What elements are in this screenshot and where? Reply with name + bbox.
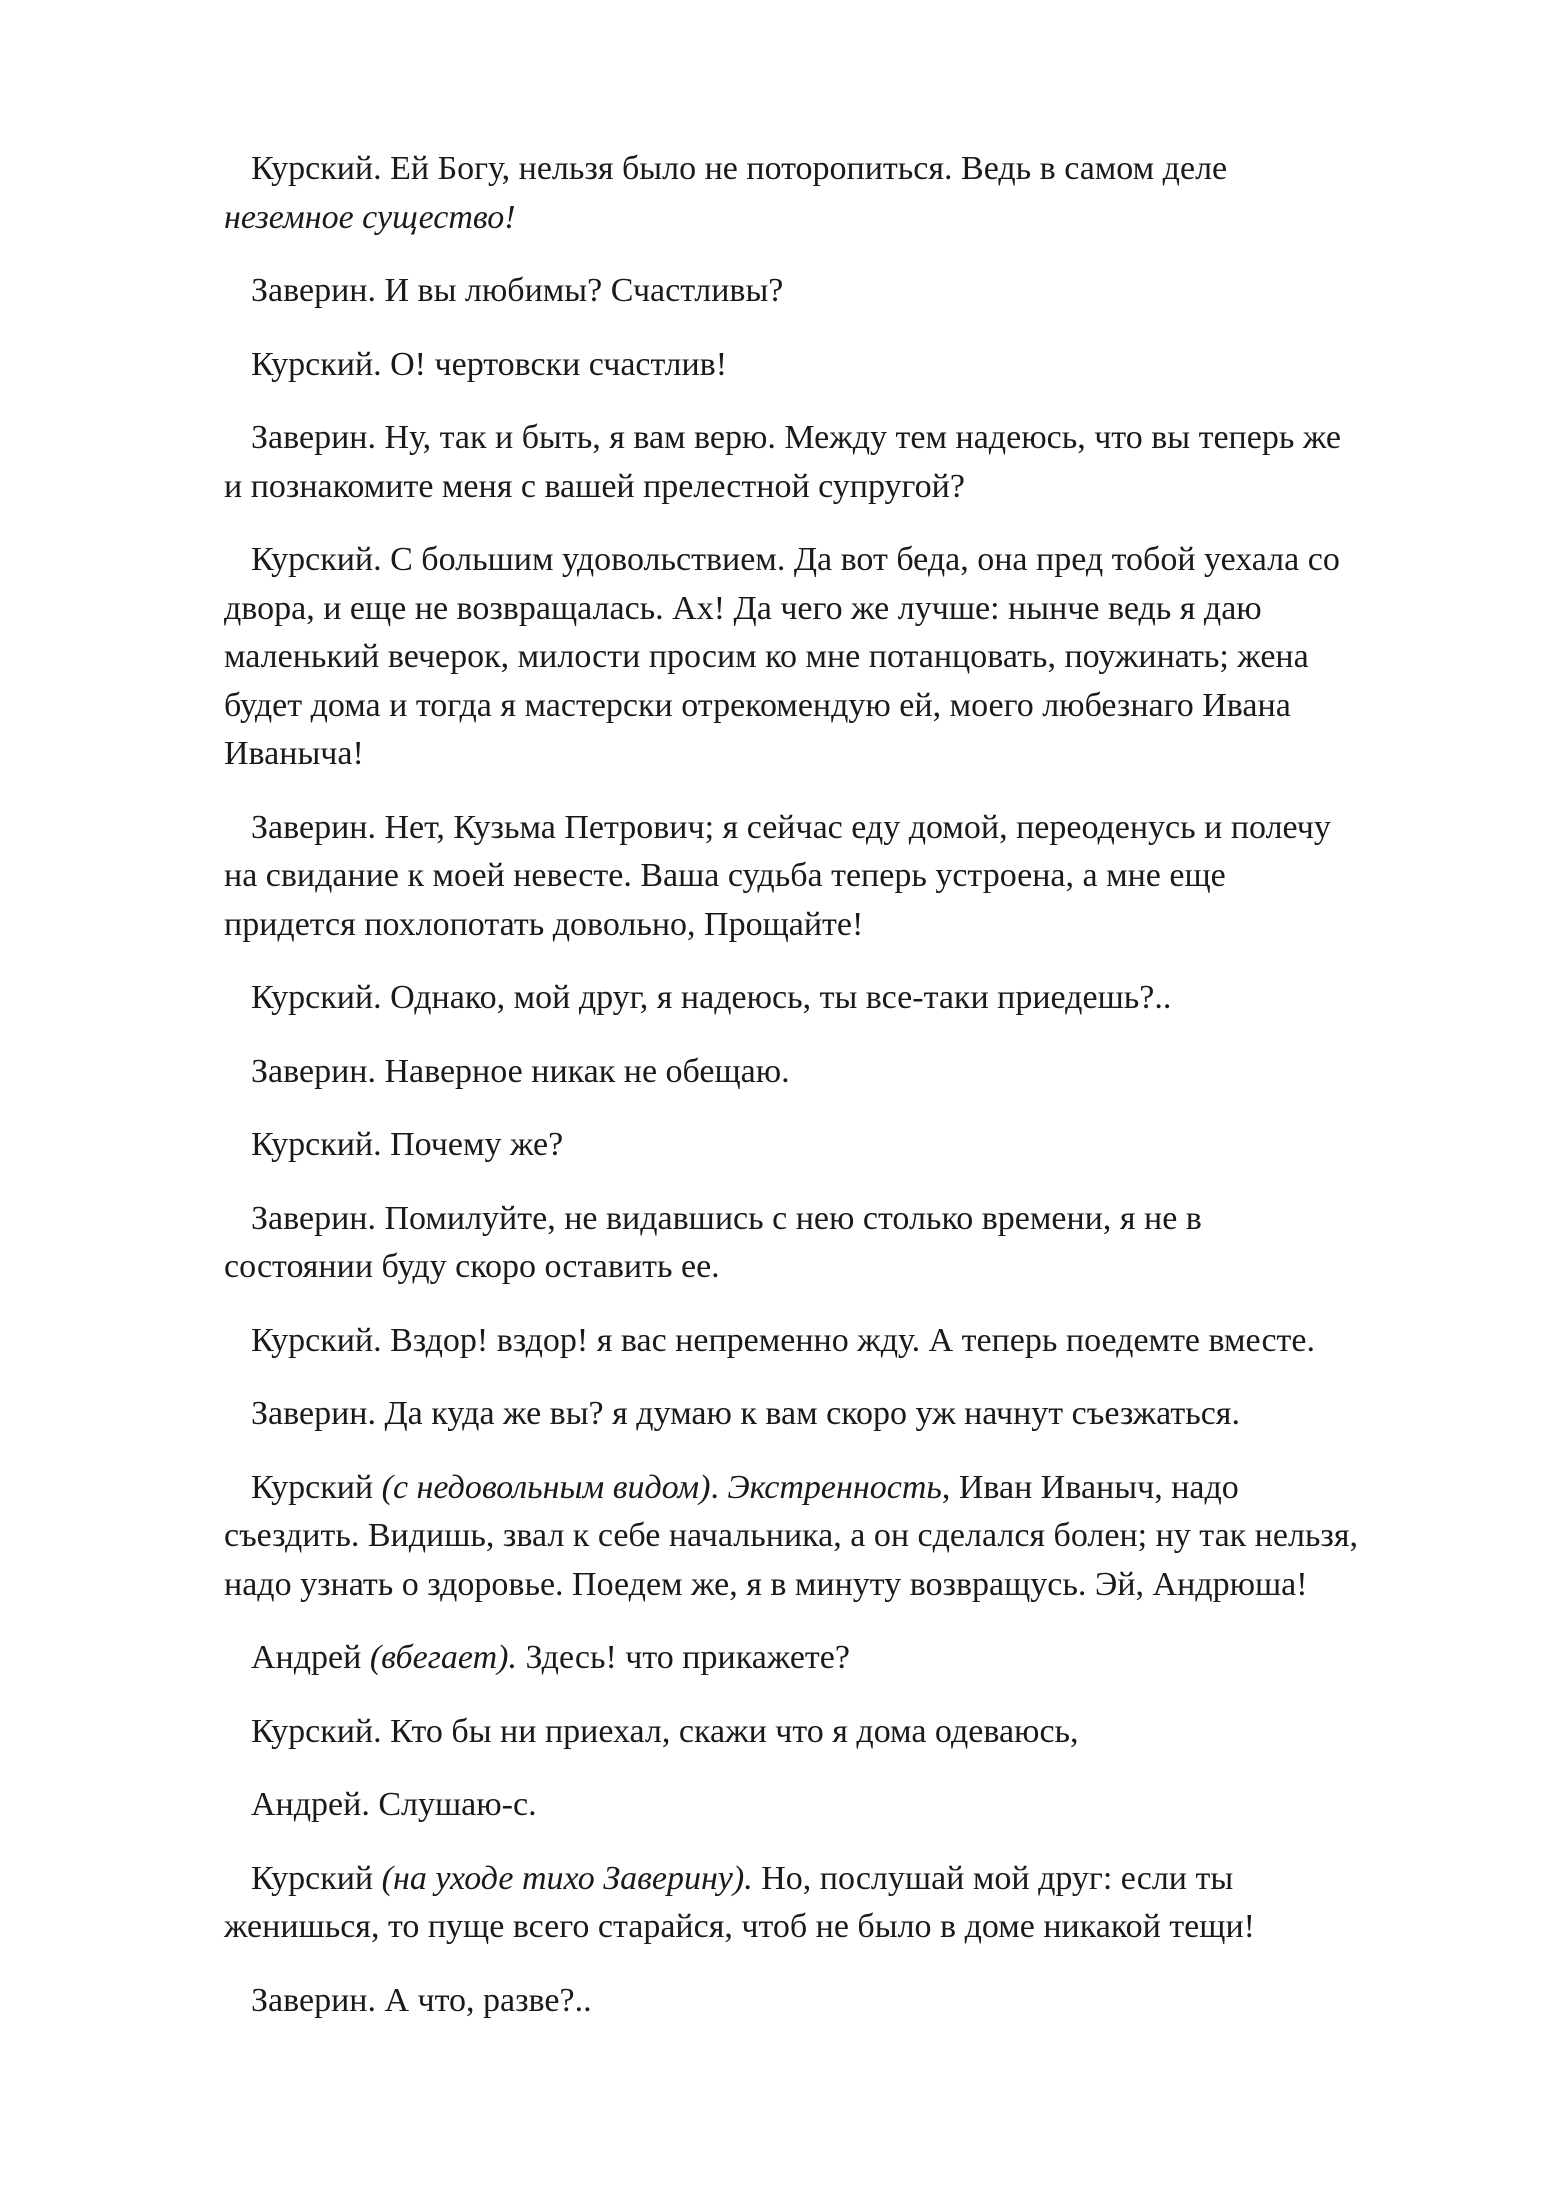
dialogue-text: надо узнать о здоровье. Поедем же, я в минуту возвращусь. Эй, Андрюша! <box>224 1565 1308 1603</box>
dialogue-text: Заверин. И вы любимы? Счастливы? <box>251 272 784 309</box>
dialogue-paragraph <box>224 1634 1454 1683</box>
dialogue-text: Но, послушай мой друг: если ты <box>752 1859 1234 1897</box>
dialogue-text: и познакомите меня с вашей прелестной супругой? <box>224 467 965 505</box>
dialogue-text: Курский. Ей Богу, нельзя было не поторопиться. Ведь в самом деле <box>251 150 1228 187</box>
dialogue-text: Заверин. Да куда же вы? я думаю к вам скоро уж начнут съезжаться. <box>251 1395 1240 1432</box>
dialogue-text: Андрей <box>251 1639 370 1676</box>
dialogue-paragraph <box>224 974 1454 1023</box>
dialogue-text: Заверин. Ну, так и быть, я вам верю. Между тем надеюсь, что вы теперь же <box>251 419 1341 456</box>
dialogue-text: Заверин. Наверное никак не обещаю. <box>251 1052 790 1090</box>
dialogue-text: двора, и еще не возвращалась. Ах! Да чего же лучше: нынче ведь я даю <box>224 589 1262 627</box>
dialogue-text: Курский. Однако, мой друг, я надеюсь, ты все-таки приедешь?.. <box>251 979 1172 1016</box>
stage-direction-text: (вбегает). <box>369 1639 517 1676</box>
dialogue-paragraph <box>224 1195 1454 1292</box>
dialogue-paragraph <box>224 341 1454 390</box>
dialogue-text: Курский. Почему же? <box>251 1126 564 1163</box>
dialogue-text: придется похлопотать довольно, Прощайте! <box>224 905 864 943</box>
dialogue-text: Андрей. Слушаю-с. <box>251 1786 537 1823</box>
dialogue-text: Иваныча! <box>224 735 364 772</box>
dialogue-text: , Иван Иваныч, надо <box>941 1468 1239 1506</box>
dialogue-text: маленький вечерок, милости просим ко мне потанцовать, поужинать; жена <box>224 638 1309 675</box>
dialogue-paragraph <box>224 536 1454 779</box>
stage-direction-text: неземное существо! <box>224 198 516 236</box>
stage-direction-text: (на уходе тихо Заверину). <box>381 1859 753 1897</box>
dialogue-paragraph <box>224 1390 1454 1439</box>
dialogue-text: Курский <box>251 1859 382 1897</box>
dialogue-paragraph <box>224 1708 1454 1757</box>
dialogue-paragraph <box>224 1855 1454 1952</box>
dialogue-paragraph <box>224 145 1454 242</box>
dialogue-paragraph <box>224 267 1454 316</box>
dialogue-paragraph <box>224 1781 1454 1830</box>
dialogue-text: Здесь! что прикажете? <box>516 1639 850 1676</box>
dialogue-paragraph <box>224 1121 1454 1170</box>
play-text <box>224 145 1454 2050</box>
dialogue-paragraph <box>224 1317 1454 1366</box>
dialogue-paragraph <box>224 1048 1454 1097</box>
dialogue-text: Курский <box>251 1468 382 1506</box>
dialogue-text: будет дома и тогда я мастерски отрекомендую ей, моего любезнаго Ивана <box>224 686 1291 724</box>
stage-direction-text: (с недовольным видом) <box>381 1468 711 1506</box>
dialogue-text: Курский. Кто бы ни приехал, скажи что я дома одеваюсь, <box>251 1712 1079 1750</box>
stage-direction-text: Экстренность <box>727 1468 942 1506</box>
dialogue-paragraph <box>224 1977 1454 2026</box>
dialogue-text: . <box>710 1468 728 1506</box>
dialogue-text: Заверин. Нет, Кузьма Петрович; я сейчас еду домой, переоденусь и полечу <box>251 808 1331 846</box>
dialogue-text: Заверин. Помилуйте, не видавшись с нею столько времени, я не в <box>251 1199 1202 1237</box>
dialogue-text: Курский. О! чертовски счастлив! <box>251 345 728 383</box>
dialogue-text: Курский. С большим удовольствием. Да вот беда, она пред тобой уехала со <box>251 541 1340 578</box>
dialogue-text: состоянии буду скоро оставить ее. <box>224 1248 720 1285</box>
dialogue-text: съездить. Видишь, звал к себе начальника, а он сделался болен; ну так нельзя, <box>224 1517 1359 1554</box>
dialogue-text: на свидание к моей невесте. Ваша судьба теперь устроена, а мне еще <box>224 857 1226 894</box>
dialogue-paragraph <box>224 804 1454 950</box>
dialogue-paragraph <box>224 414 1454 511</box>
dialogue-text: женишься, то пуще всего старайся, чтоб не было в доме никакой тещи! <box>224 1908 1255 1945</box>
dialogue-text: Заверин. А что, разве?.. <box>251 1981 592 2019</box>
dialogue-text: Курский. Вздор! вздор! я вас непременно жду. А теперь поедемте вместе. <box>251 1321 1315 1359</box>
dialogue-paragraph <box>224 1464 1454 1610</box>
